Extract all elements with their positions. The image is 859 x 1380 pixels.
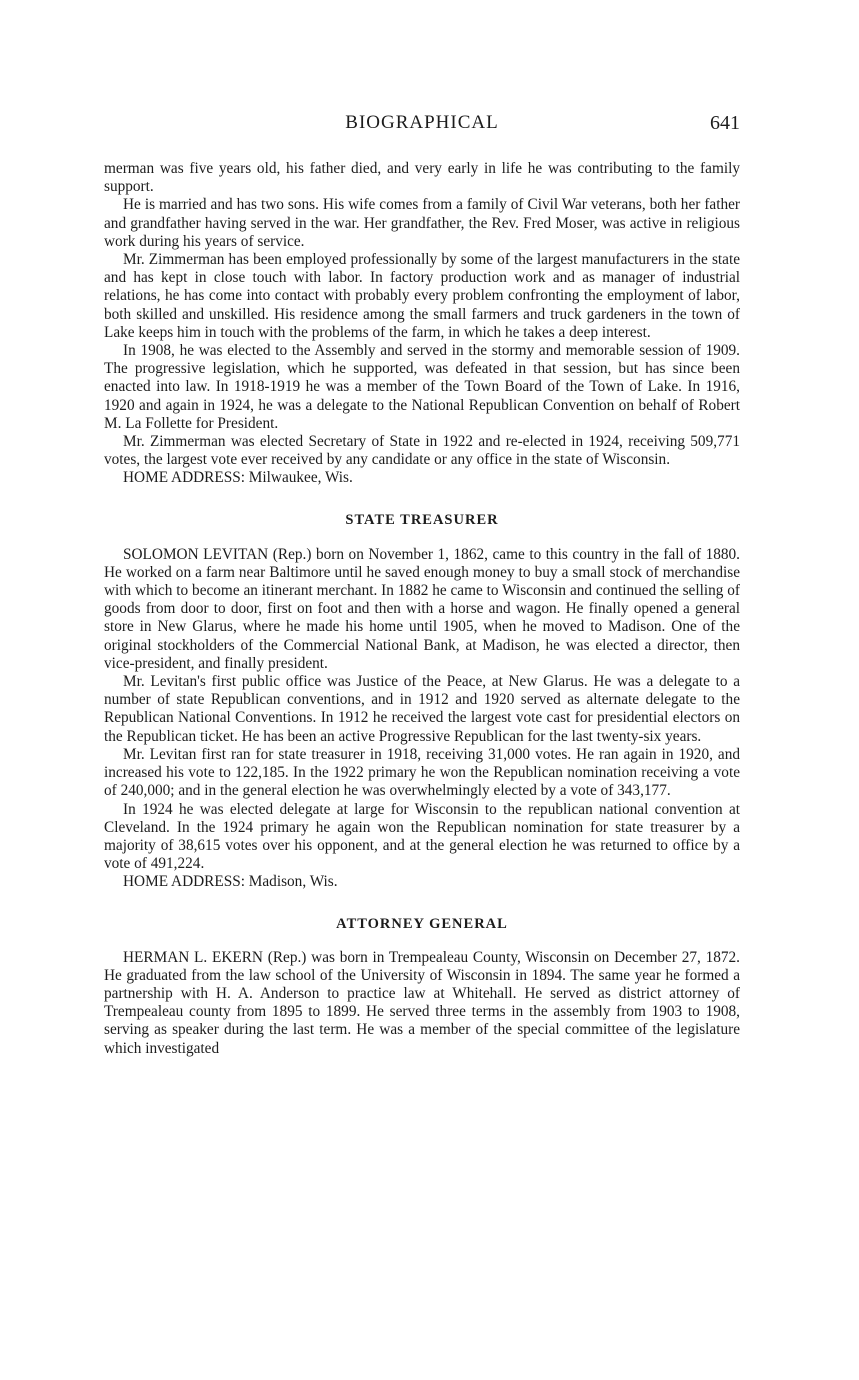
bio-paragraph: In 1924 he was elected delegate at large for Wisconsin to the republican national convention at Cleveland. In the 1924 primary he again won the Republican nomination for state treasurer by a majority of 38,615 votes over his opponent, and at the general election he was returned to office by a vote of 491,224. <box>104 800 740 873</box>
home-address: HOME ADDRESS: Madison, Wis. <box>123 873 338 891</box>
zimmerman-biography-section <box>104 160 740 488</box>
section-heading-attorney-general: ATTORNEY GENERAL <box>336 915 508 932</box>
bio-paragraph: Mr. Zimmerman was elected Secretary of State in 1922 and re-elected in 1924, receiving 509,771 votes, the largest vote ever received by any candidate or any office in the state of Wisconsin. <box>104 433 740 469</box>
attorney-general-section <box>104 916 740 1058</box>
section-heading-state-treasurer: STATE TREASURER <box>345 511 499 528</box>
bio-paragraph: He is married and has two sons. His wife comes from a family of Civil War veterans, both her father and grandfather having served in the war. Her grandfather, the Rev. Fred Moser, was active in religious work during his years of service. <box>104 196 740 250</box>
bio-paragraph: SOLOMON LEVITAN (Rep.) born on November 1, 1862, came to this country in the fall of 1880. He worked on a farm near Baltimore until he saved enough money to buy a small stock of merchandise with which to become an itinerant merchant. In 1882 he came to Wisconsin and continued the selling of goods from door to door, first on foot and then with a horse and wagon. He finally opened a general store in New Glarus, where he made his home until 1905, when he moved to Madison. One of the original stockholders of the Commercial National Bank, at Madison, he was elected a director, then vice-president, and finally president. <box>104 545 740 672</box>
book-page <box>104 112 740 1058</box>
bio-paragraph: merman was five years old, his father died, and very early in life he was contributing to the family support. <box>104 160 740 196</box>
running-header <box>104 112 740 140</box>
bio-paragraph: HERMAN L. EKERN (Rep.) was born in Trempealeau County, Wisconsin on December 27, 1872. He graduated from the law school of the University of Wisconsin in 1894. The same year he formed a partnership with H. A. Anderson to practice law at Whitehall. He served as district attorney of Trempealeau county from 1895 to 1899. He served three terms in the assembly from 1903 to 1908, serving as speaker during the last term. He was a member of the special committee of the legislature which investigated <box>104 948 740 1057</box>
bio-paragraph: Mr. Zimmerman has been employed professionally by some of the largest manufacturers in the state and has kept in close touch with labor. In factory production work and as manager of industrial relations, he has come into contact with probably every problem confronting the employment of labor, both skilled and unskilled. His residence among the small farmers and truck gardeners in the town of Lake keeps him in touch with the problems of the farm, in which he takes a deep interest. <box>104 251 740 341</box>
bio-paragraph: Mr. Levitan first ran for state treasurer in 1918, receiving 31,000 votes. He ran again in 1920, and increased his vote to 122,185. In the 1922 primary he won the Republican nomination receiving a vote of 240,000; and in the general election he was overwhelmingly elected by a vote of 343,177. <box>104 745 740 800</box>
state-treasurer-section <box>104 512 740 892</box>
running-title: BIOGRAPHICAL <box>345 112 499 133</box>
bio-paragraph: Mr. Levitan's first public office was Justice of the Peace, at New Glarus. He was a delegate to a number of state Republican conventions, and in 1912 and 1920 served as alternate delegate to the Republican National Conventions. In 1912 he received the largest vote cast for presidential electors on the Republican ticket. He has been an active Progressive Republican for the last twenty-six years. <box>104 673 740 745</box>
home-address: HOME ADDRESS: Milwaukee, Wis. <box>123 469 353 487</box>
bio-paragraph: In 1908, he was elected to the Assembly and served in the stormy and memorable session of 1909. The progressive legislation, which he supported, was defeated in that session, but has since been enacted into law. In 1918-1919 he was a member of the Town Board of the Town of Lake. In 1916, 1920 and again in 1924, he was a delegate to the National Republican Convention on behalf of Robert M. La Follette for President. <box>104 342 740 432</box>
page-number: 641 <box>710 112 740 134</box>
